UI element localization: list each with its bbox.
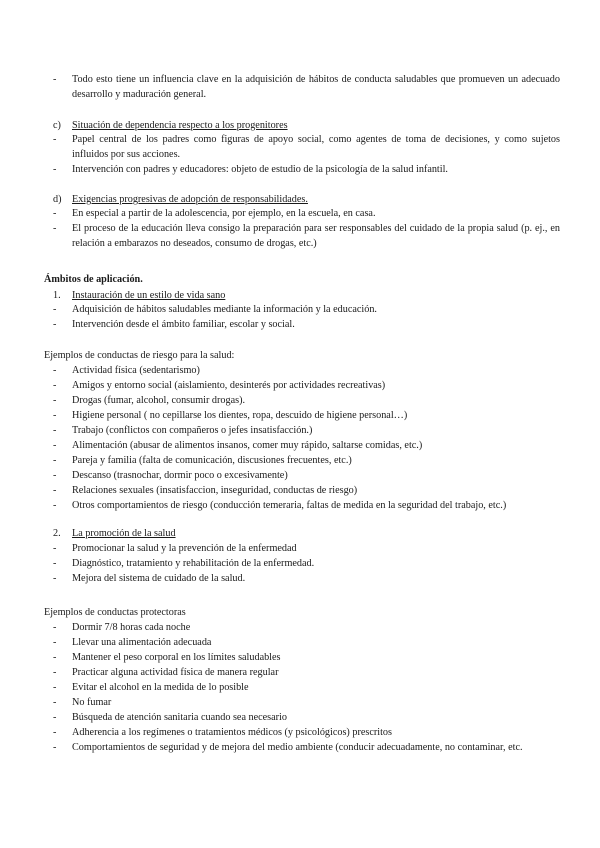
list-item: Alimentación (abusar de alimentos insanos, comer muy rápido, saltarse comidas, etc.)	[72, 440, 423, 451]
bullet-dash: -	[53, 485, 57, 496]
list-item: Diagnóstico, tratamiento y rehabilitación de la enfermedad.	[72, 558, 315, 569]
bullet-dash: -	[53, 682, 57, 693]
list-item: Pareja y familia (falta de comunicación, discusiones frecuentes, etc.)	[72, 455, 352, 466]
list-item: Higiene personal ( no cepillarse los dientes, ropa, descuido de higiene personal…)	[72, 410, 408, 421]
protectoras-heading: Ejemplos de conductas protectoras	[44, 607, 186, 618]
list-item: No fumar	[72, 697, 112, 708]
bullet-dash: -	[53, 470, 57, 481]
bullet-dash: -	[53, 164, 57, 175]
section-d-letter: d)	[53, 194, 62, 205]
section-c-letter: c)	[53, 120, 61, 131]
bullet-dash: -	[53, 622, 57, 633]
bullet-dash: -	[53, 667, 57, 678]
bullet-dash: -	[53, 425, 57, 436]
list-item: Mejora del sistema de cuidado de la salud.	[72, 573, 246, 584]
bullet-dash: -	[53, 380, 57, 391]
list-item: Mantener el peso corporal en los límites saludables	[72, 652, 281, 663]
bullet-dash: -	[53, 697, 57, 708]
bullet-dash: -	[53, 395, 57, 406]
bullet-dash: -	[53, 410, 57, 421]
bullet-dash: -	[53, 652, 57, 663]
item-title: La promoción de la salud	[72, 528, 176, 539]
item-number: 2.	[53, 528, 61, 539]
bullet-dash: -	[53, 365, 57, 376]
bullet-dash: -	[53, 727, 57, 738]
list-item: El proceso de la educación lleva consigo la preparación para ser responsables del cuidado de la propia salud (p. ej., en relación a embarazos no deseados, consumo de drogas, etc.)	[72, 223, 560, 249]
riesgo-heading: Ejemplos de conductas de riesgo para la salud:	[44, 350, 235, 361]
list-item: Papel central de los padres como figuras de apoyo social, como agentes de toma de decisiones, y como sujetos influidos por sus acciones.	[72, 134, 560, 160]
list-item: Adherencia a los regímenes o tratamientos médicos (y psicológicos) prescritos	[72, 727, 392, 738]
list-item: Descanso (trasnochar, dormir poco o excesivamente)	[72, 470, 288, 481]
bullet-dash: -	[53, 223, 57, 234]
list-item: Evitar el alcohol en la medida de lo posible	[72, 682, 249, 693]
list-item: En especial a partir de la adolescencia, por ejemplo, en la escuela, en casa.	[72, 208, 376, 219]
item-title: Instauración de un estilo de vida sano	[72, 290, 226, 301]
item-number: 1.	[53, 290, 61, 301]
bullet-dash: -	[53, 208, 57, 219]
list-item: Intervención con padres y educadores: objeto de estudio de la psicología de la salud infantil.	[72, 164, 448, 175]
bullet-dash: -	[53, 742, 57, 753]
bullet-dash: -	[53, 134, 57, 145]
list-item: Practicar alguna actividad física de manera regular	[72, 667, 279, 678]
list-item: Llevar una alimentación adecuada	[72, 637, 212, 648]
bullet-dash: -	[53, 319, 57, 330]
bullet-dash: -	[53, 74, 57, 85]
list-item: Relaciones sexuales (insatisfaccion, inseguridad, conductas de riesgo)	[72, 485, 358, 496]
bullet-dash: -	[53, 637, 57, 648]
list-item: Drogas (fumar, alcohol, consumir drogas).	[72, 395, 246, 406]
list-item: Búsqueda de atención sanitaria cuando sea necesario	[72, 712, 287, 723]
bullet-dash: -	[53, 455, 57, 466]
list-item: Comportamientos de seguridad y de mejora del medio ambiente (conducir adecuadamente, no contaminar, etc.	[72, 742, 523, 753]
intro-text: Todo esto tiene un influencia clave en la adquisición de hábitos de conducta saludables que promueven un adecuado desarrollo y maduración general.	[72, 74, 560, 100]
bullet-dash: -	[53, 500, 57, 511]
list-item: Trabajo (conflictos con compañeros o jefes insatisfacción.)	[72, 425, 313, 436]
bullet-dash: -	[53, 304, 57, 315]
list-item: Actividad física (sedentarismo)	[72, 365, 200, 376]
bullet-dash: -	[53, 543, 57, 554]
list-item: Intervención desde el ámbito familiar, escolar y social.	[72, 319, 295, 330]
bullet-dash: -	[53, 573, 57, 584]
section-c-title: Situación de dependencia respecto a los progenitores	[72, 120, 288, 131]
list-item: Otros comportamientos de riesgo (conducción temeraria, faltas de medida en la seguridad del trabajo, etc.)	[72, 500, 507, 511]
list-item: Adquisición de hábitos saludables mediante la información y la educación.	[72, 304, 377, 315]
section-d-title: Exigencias progresivas de adopción de responsabilidades.	[72, 194, 308, 205]
list-item: Dormir 7/8 horas cada noche	[72, 622, 191, 633]
list-item: Promocionar la salud y la prevención de la enfermedad	[72, 543, 297, 554]
ambitos-heading: Ámbitos de aplicación.	[44, 274, 143, 285]
bullet-dash: -	[53, 440, 57, 451]
bullet-dash: -	[53, 558, 57, 569]
bullet-dash: -	[53, 712, 57, 723]
list-item: Amigos y entorno social (aislamiento, desinterés por actividades recreativas)	[72, 380, 386, 391]
